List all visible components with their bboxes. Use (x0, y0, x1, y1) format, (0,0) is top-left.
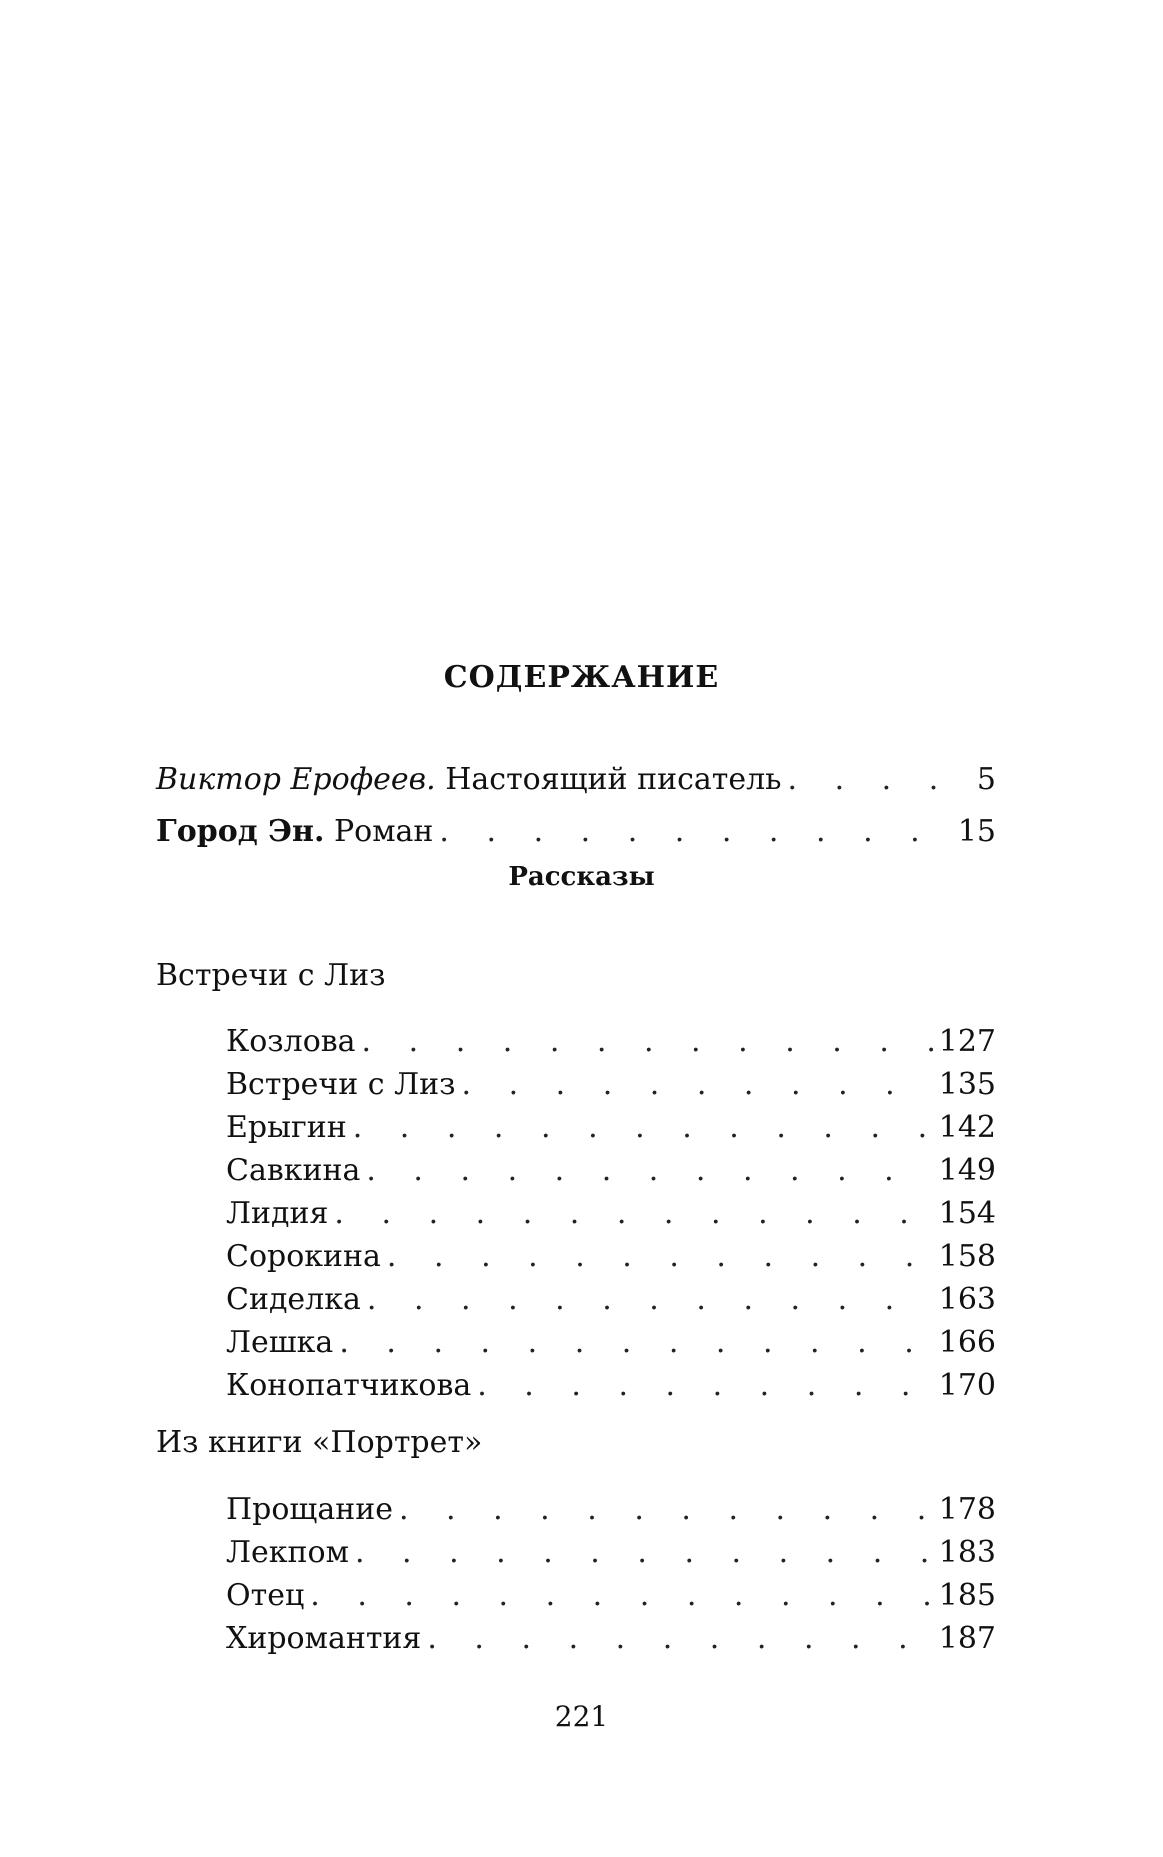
toc-entry (226, 1110, 996, 1154)
toc-entry (226, 1153, 996, 1197)
toc-entry-label (156, 762, 782, 797)
toc-entry (226, 1325, 996, 1369)
section-title: Рассказы (508, 862, 655, 892)
toc-entry-author: Виктор Ерофеев. (156, 762, 436, 797)
dot-leader (366, 1153, 932, 1188)
toc-page-number: 185 (938, 1578, 996, 1613)
toc-entry-title: Ерыгин (226, 1110, 347, 1145)
toc-entry-title: Отец (226, 1578, 305, 1613)
toc-entry-title: Лешка (226, 1325, 334, 1360)
dot-leader (353, 1110, 933, 1145)
toc-entry-title: Прощание (226, 1492, 393, 1527)
toc-page-number: 154 (938, 1196, 996, 1231)
toc-entry (226, 1368, 996, 1412)
dot-leader (310, 1578, 932, 1613)
toc-page-number: 163 (938, 1282, 996, 1317)
toc-page-number: 170 (938, 1368, 996, 1403)
dot-leader (362, 1024, 933, 1059)
toc-page-number: 183 (938, 1535, 996, 1570)
dot-leader (427, 1621, 932, 1656)
toc-entry (226, 1024, 996, 1068)
toc-page-number: 135 (938, 1067, 996, 1102)
toc-entry-title: Конопатчикова (226, 1368, 472, 1403)
toc-entry-title: Козлова (226, 1024, 356, 1059)
page-number-footer: 221 (554, 1700, 609, 1733)
toc-entry (226, 1578, 996, 1622)
toc-page-number: 127 (938, 1024, 996, 1059)
toc-entry-title: Лекпом (226, 1535, 349, 1570)
contents-heading: СОДЕРЖАНИЕ (443, 660, 720, 695)
toc-entry-title: Сиделка (226, 1282, 361, 1317)
dot-leader (788, 762, 971, 797)
toc-entry-title: Хиромантия (226, 1621, 422, 1656)
toc-entry-title: Встречи с Лиз (226, 1067, 456, 1102)
toc-entry-label (156, 814, 433, 849)
toc-entry (226, 1282, 996, 1326)
toc-entry-title: Савкина (226, 1153, 361, 1188)
toc-page-number: 166 (938, 1325, 996, 1360)
group-title: Из книги «Портрет» (156, 1425, 483, 1460)
toc-page-number: 187 (938, 1621, 996, 1656)
toc-entry (226, 1067, 996, 1111)
toc-entry-foreword (156, 762, 996, 806)
dot-leader (387, 1239, 933, 1274)
toc-entry (226, 1492, 996, 1536)
toc-entry (226, 1239, 996, 1283)
toc-entry-title: Роман (324, 814, 434, 849)
toc-entry-title: Сорокина (226, 1239, 381, 1274)
dot-leader (355, 1535, 933, 1570)
dot-leader (399, 1492, 933, 1527)
group-title: Встречи с Лиз (156, 958, 386, 993)
toc-entry (226, 1621, 996, 1665)
toc-entry-author: Город Эн. (156, 814, 325, 849)
dot-leader (339, 1325, 932, 1360)
toc-entry-novel (156, 814, 996, 858)
toc-entry (226, 1535, 996, 1579)
toc-entry (226, 1196, 996, 1240)
dot-leader (477, 1368, 933, 1403)
toc-entry-title: Лидия (226, 1196, 329, 1231)
toc-page-number: 142 (938, 1110, 996, 1145)
dot-leader (367, 1282, 933, 1317)
toc-page-number: 178 (938, 1492, 996, 1527)
toc-page-number: 5 (976, 762, 996, 797)
dot-leader (334, 1196, 932, 1231)
toc-entry-title: Настоящий писатель (435, 762, 782, 797)
toc-page-number: 158 (938, 1239, 996, 1274)
dot-leader (462, 1067, 933, 1102)
toc-page-number: 149 (938, 1153, 996, 1188)
toc-page-number: 15 (957, 814, 996, 849)
dot-leader (439, 814, 951, 849)
